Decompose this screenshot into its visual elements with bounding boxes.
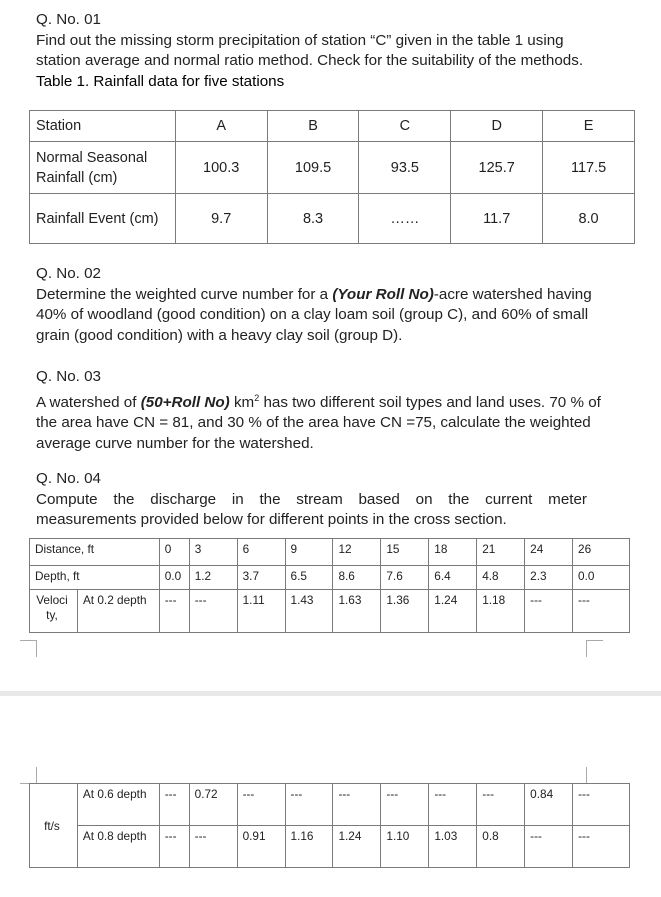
row-label: Normal Seasonal Rainfall (cm) [30,142,176,194]
cell: 11.7 [451,194,543,244]
cell: 109.5 [267,142,359,194]
v02-label: At 0.2 depth [77,590,159,633]
v08-label: At 0.8 depth [77,826,159,868]
cell: 0.0 [573,566,630,590]
cell: 3 [189,539,237,566]
cell: 1.18 [477,590,525,633]
header-e: E [543,111,635,142]
cell: --- [189,590,237,633]
cell: 9 [285,539,333,566]
velocity-02-row [30,590,630,633]
velocity-label-b: ty, [46,608,58,622]
cell: 1.03 [429,826,477,868]
cell: 6.5 [285,566,333,590]
question-4 [36,469,587,531]
cell: 1.2 [189,566,237,590]
cell: 0.91 [237,826,285,868]
cell: 0.8 [477,826,525,868]
cell: --- [159,784,189,826]
cell: --- [381,784,429,826]
cell: 3.7 [237,566,285,590]
cell: --- [429,784,477,826]
cell: --- [189,826,237,868]
roll-no-placeholder: (Your Roll No) [332,285,434,303]
velocity-08-row [30,826,630,868]
cell: 6.4 [429,566,477,590]
question-2-text-b: -acre watershed having 40% of woodland (good condition) on a clay loam soil (group C), and 60% of small grain (good condition) with a heavy clay soil (group D). [36,285,592,344]
question-4-line-2: measurements provided below for different points in the cross section. [36,511,507,528]
distance-row [30,539,630,566]
v06-label: At 0.6 depth [77,784,159,826]
unit-superscript: 2 [254,392,260,403]
cell: 8.3 [267,194,359,244]
cell: 0 [159,539,189,566]
cell: 24 [525,539,573,566]
cell: 8.0 [543,194,635,244]
header-station: Station [30,111,176,142]
cell: --- [159,826,189,868]
cell: 21 [477,539,525,566]
question-3-text-a: A watershed of [36,393,141,411]
cell: 6 [237,539,285,566]
table-1-caption: Table 1. Rainfall data for five stations [36,72,285,90]
rainfall-table [29,110,635,244]
unit-label: ft/s [30,784,78,868]
cell: --- [573,784,630,826]
cell: --- [285,784,333,826]
question-3 [36,367,606,454]
cell: 1.10 [381,826,429,868]
current-meter-table-bottom [29,783,630,868]
question-2-title: Q. No. 02 [36,265,101,282]
cell: --- [237,784,285,826]
cell: 93.5 [359,142,451,194]
question-4-title: Q. No. 04 [36,470,101,487]
area-unit: km [229,393,255,411]
cell-missing: …… [359,194,451,244]
question-4-line-1: Compute the discharge in the stream based on the current meter [36,490,587,508]
crop-mark [586,640,603,657]
cell: 4.8 [477,566,525,590]
question-1-text: Find out the missing storm precipitation of station “C” given in the table 1 using station average and normal ratio method. Check for the suitability of the methods. [36,31,584,69]
cell: 125.7 [451,142,543,194]
velocity-06-row [30,784,630,826]
cell: --- [477,784,525,826]
question-1 [36,10,606,92]
question-2-text-a: Determine the weighted curve number for a [36,285,333,303]
cell: --- [525,826,573,868]
cell: 12 [333,539,381,566]
cell: --- [573,826,630,868]
cell: 18 [429,539,477,566]
header-d: D [451,111,543,142]
cell: 1.63 [333,590,381,633]
cell: --- [333,784,381,826]
roll-no-expression: (50+Roll No) [140,393,230,411]
question-2 [36,264,606,346]
cell: 7.6 [381,566,429,590]
cell: 9.7 [175,194,267,244]
question-1-title: Q. No. 01 [36,11,101,28]
distance-label: Distance, ft [30,539,160,566]
cell: 1.24 [333,826,381,868]
cell: 0.84 [525,784,573,826]
cell: 15 [381,539,429,566]
depth-label: Depth, ft [30,566,160,590]
header-b: B [267,111,359,142]
table-header-row [30,111,635,142]
cell: 26 [573,539,630,566]
cell: --- [573,590,630,633]
cell: 100.3 [175,142,267,194]
table-row [30,142,635,194]
cell: --- [525,590,573,633]
crop-mark [20,767,37,784]
cell: --- [159,590,189,633]
cell: 0.0 [159,566,189,590]
cell: 117.5 [543,142,635,194]
crop-mark [20,640,37,657]
velocity-label-a: Veloci [36,593,68,607]
row-label: Rainfall Event (cm) [30,194,176,244]
crop-mark [586,767,603,784]
current-meter-table-top [29,538,630,633]
cell: 1.36 [381,590,429,633]
cell: 2.3 [525,566,573,590]
cell: 1.24 [429,590,477,633]
cell: 0.72 [189,784,237,826]
cell: 1.11 [237,590,285,633]
depth-row [30,566,630,590]
question-3-title: Q. No. 03 [36,368,101,385]
velocity-label [30,590,78,633]
header-c: C [359,111,451,142]
cell: 8.6 [333,566,381,590]
table-row [30,194,635,244]
header-a: A [175,111,267,142]
cell: 1.16 [285,826,333,868]
question-3-text-b: has two different soil types and land uses. 70 % of the area have CN = 81, and 30 % of the area have CN =75, calculate the weighted average curve number for the watershed. [36,393,601,452]
page-break [0,691,661,696]
cell: 1.43 [285,590,333,633]
